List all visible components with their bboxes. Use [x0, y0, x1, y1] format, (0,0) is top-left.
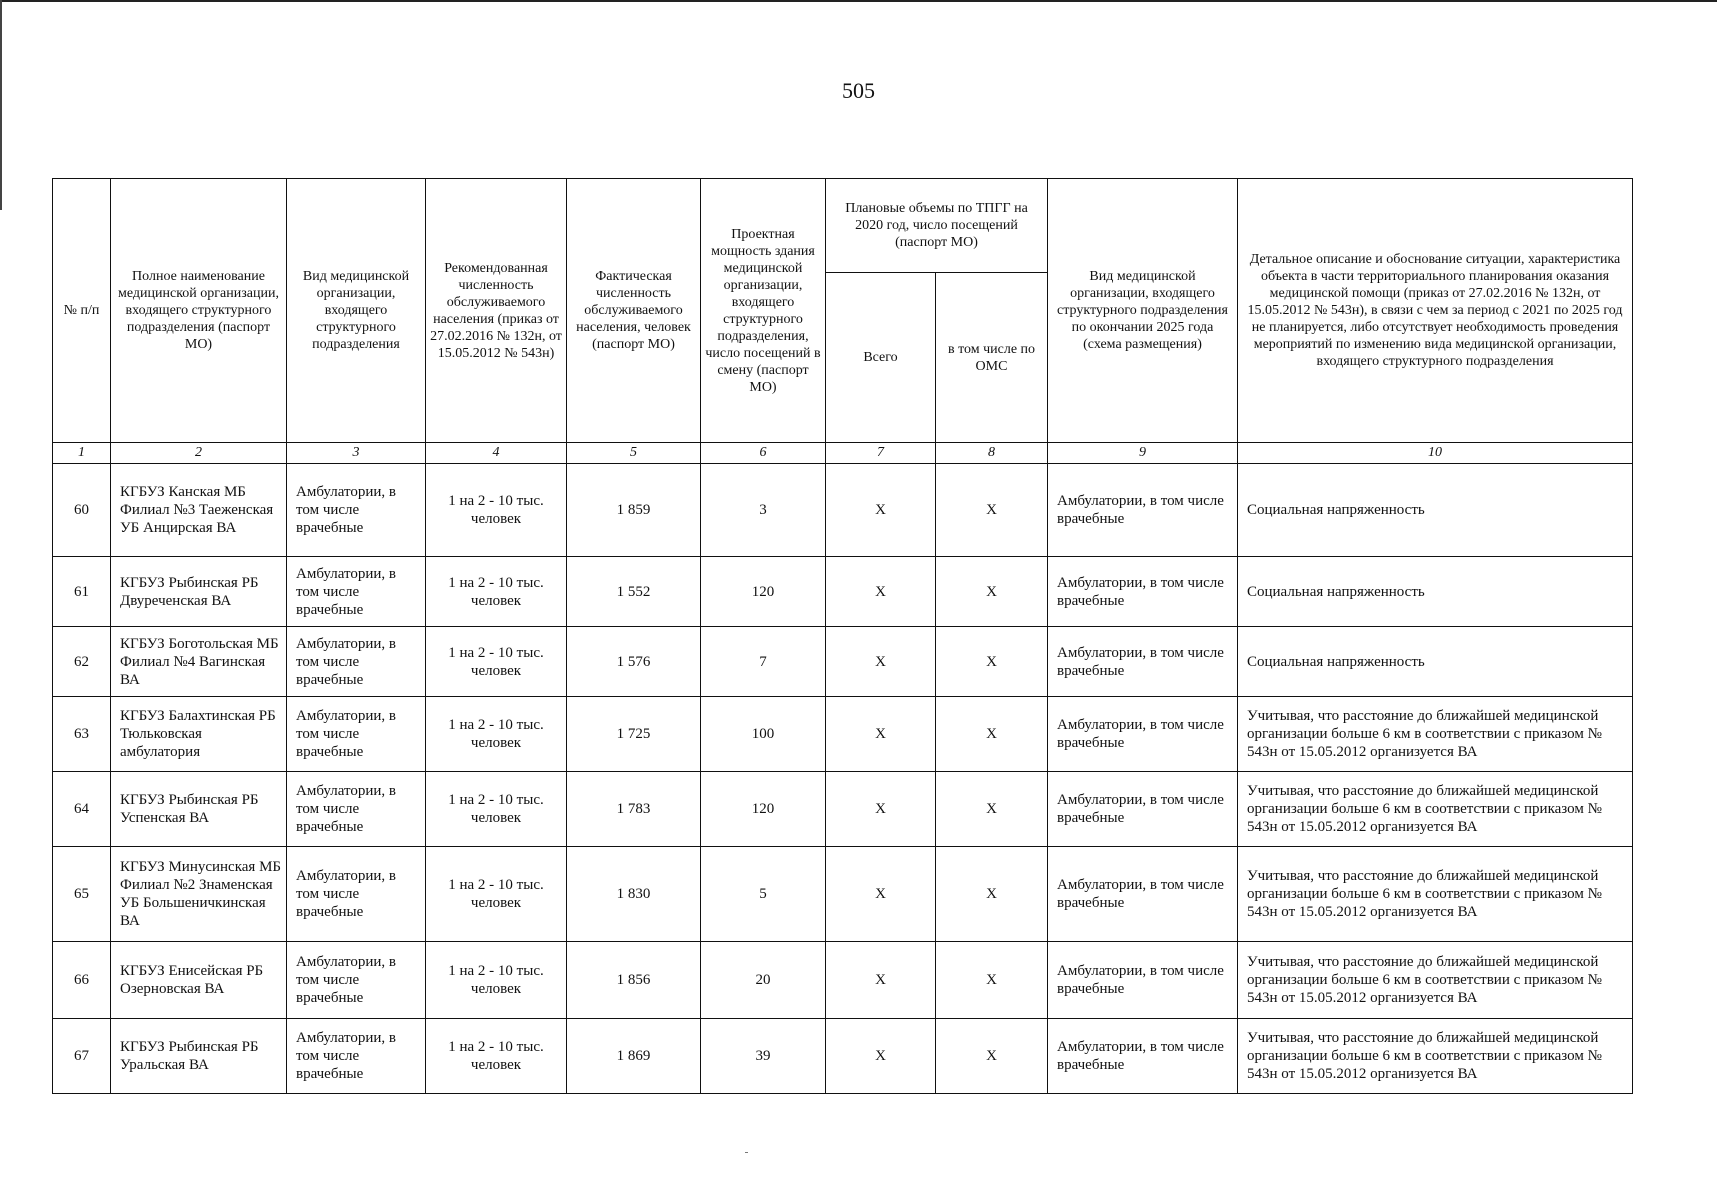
cell-design-capacity: 120: [701, 557, 826, 627]
scan-speck: [745, 1152, 748, 1153]
cell-actual-population: 1 783: [567, 772, 701, 847]
header-actual-population: Фактическая численность обслуживаемого населения, человек (паспорт МО): [567, 179, 701, 443]
cell-recommended-population: 1 на 2 - 10 тыс. человек: [426, 464, 567, 557]
column-number: 3: [287, 443, 426, 464]
cell-description: Учитывая, что расстояние до ближайшей медицинской организации больше 6 км в соответствии с приказом № 543н от 15.05.2012 организуется ВА: [1238, 847, 1633, 942]
header-type-2025: Вид медицинской организации, входящего структурного подразделения по окончании 2025 года (схема размещения): [1048, 179, 1238, 443]
cell-actual-population: 1 552: [567, 557, 701, 627]
cell-description: Социальная напряженность: [1238, 627, 1633, 697]
cell-design-capacity: 3: [701, 464, 826, 557]
column-number: 5: [567, 443, 701, 464]
cell-volumes-oms: X: [936, 627, 1048, 697]
cell-type-2025: Амбулатории, в том числе врачебные: [1048, 1019, 1238, 1094]
cell-recommended-population: 1 на 2 - 10 тыс. человек: [426, 847, 567, 942]
cell-description: Учитывая, что расстояние до ближайшей медицинской организации больше 6 км в соответствии с приказом № 543н от 15.05.2012 организуется ВА: [1238, 697, 1633, 772]
table-row: [53, 772, 1633, 847]
header-row-number: № п/п: [53, 179, 111, 443]
column-number: 4: [426, 443, 567, 464]
cell-volumes-oms: X: [936, 772, 1048, 847]
cell-recommended-population: 1 на 2 - 10 тыс. человек: [426, 697, 567, 772]
table-row: [53, 697, 1633, 772]
cell-type-2025: Амбулатории, в том числе врачебные: [1048, 627, 1238, 697]
cell-recommended-population: 1 на 2 - 10 тыс. человек: [426, 627, 567, 697]
cell-organization-type: Амбулатории, в том числе врачебные: [287, 464, 426, 557]
column-number: 8: [936, 443, 1048, 464]
cell-volumes-total: X: [826, 627, 936, 697]
cell-volumes-total: X: [826, 697, 936, 772]
cell-description: Учитывая, что расстояние до ближайшей медицинской организации больше 6 км в соответствии с приказом № 543н от 15.05.2012 организуется ВА: [1238, 772, 1633, 847]
cell-volumes-oms: X: [936, 942, 1048, 1019]
header-design-capacity: Проектная мощность здания медицинской организации, входящего структурного подразделения, число посещений в смену (паспорт МО): [701, 179, 826, 443]
cell-actual-population: 1 856: [567, 942, 701, 1019]
cell-number: 65: [53, 847, 111, 942]
cell-actual-population: 1 725: [567, 697, 701, 772]
cell-design-capacity: 20: [701, 942, 826, 1019]
cell-actual-population: 1 576: [567, 627, 701, 697]
table-header: [53, 179, 1633, 464]
cell-description: Учитывая, что расстояние до ближайшей медицинской организации больше 6 км в соответствии с приказом № 543н от 15.05.2012 организуется ВА: [1238, 1019, 1633, 1094]
cell-volumes-oms: X: [936, 697, 1048, 772]
cell-number: 66: [53, 942, 111, 1019]
cell-type-2025: Амбулатории, в том числе врачебные: [1048, 772, 1238, 847]
cell-design-capacity: 100: [701, 697, 826, 772]
cell-number: 62: [53, 627, 111, 697]
column-number: 2: [111, 443, 287, 464]
cell-number: 61: [53, 557, 111, 627]
cell-organization-type: Амбулатории, в том числе врачебные: [287, 627, 426, 697]
cell-volumes-total: X: [826, 1019, 936, 1094]
cell-organization-type: Амбулатории, в том числе врачебные: [287, 772, 426, 847]
cell-description: Учитывая, что расстояние до ближайшей медицинской организации больше 6 км в соответствии с приказом № 543н от 15.05.2012 организуется ВА: [1238, 942, 1633, 1019]
cell-organization-name: КГБУЗ Балахтинская РБ Тюльковская амбулатория: [111, 697, 287, 772]
cell-description: Социальная напряженность: [1238, 464, 1633, 557]
medical-organizations-table: [52, 178, 1633, 1094]
cell-organization-name: КГБУЗ Канская МБ Филиал №3 Таеженская УБ Анцирская ВА: [111, 464, 287, 557]
cell-organization-name: КГБУЗ Минусинская МБ Филиал №2 Знаменская УБ Большеничкинская ВА: [111, 847, 287, 942]
cell-type-2025: Амбулатории, в том числе врачебные: [1048, 557, 1238, 627]
cell-actual-population: 1 859: [567, 464, 701, 557]
cell-recommended-population: 1 на 2 - 10 тыс. человек: [426, 942, 567, 1019]
cell-organization-name: КГБУЗ Боготольская МБ Филиал №4 Вагинская ВА: [111, 627, 287, 697]
cell-volumes-total: X: [826, 464, 936, 557]
column-number: 7: [826, 443, 936, 464]
table-body: [53, 464, 1633, 1094]
cell-organization-type: Амбулатории, в том числе врачебные: [287, 557, 426, 627]
cell-description: Социальная напряженность: [1238, 557, 1633, 627]
table-row: [53, 1019, 1633, 1094]
header-organization-type: Вид медицинской организации, входящего структурного подразделения: [287, 179, 426, 443]
header-volumes-oms: в том числе по ОМС: [936, 273, 1048, 443]
cell-organization-type: Амбулатории, в том числе врачебные: [287, 942, 426, 1019]
cell-recommended-population: 1 на 2 - 10 тыс. человек: [426, 1019, 567, 1094]
table-row: [53, 464, 1633, 557]
column-number: 9: [1048, 443, 1238, 464]
header-organization-name: Полное наименование медицинской организации, входящего структурного подразделения (паспорт МО): [111, 179, 287, 443]
cell-organization-type: Амбулатории, в том числе врачебные: [287, 847, 426, 942]
cell-type-2025: Амбулатории, в том числе врачебные: [1048, 697, 1238, 772]
cell-number: 67: [53, 1019, 111, 1094]
cell-organization-name: КГБУЗ Рыбинская РБ Уральская ВА: [111, 1019, 287, 1094]
cell-organization-name: КГБУЗ Енисейская РБ Озерновская ВА: [111, 942, 287, 1019]
cell-volumes-oms: X: [936, 464, 1048, 557]
cell-volumes-total: X: [826, 772, 936, 847]
column-number: 1: [53, 443, 111, 464]
table-row: [53, 942, 1633, 1019]
column-number: 6: [701, 443, 826, 464]
table-row: [53, 557, 1633, 627]
cell-number: 63: [53, 697, 111, 772]
cell-type-2025: Амбулатории, в том числе врачебные: [1048, 464, 1238, 557]
page-number: 505: [842, 78, 875, 103]
cell-actual-population: 1 869: [567, 1019, 701, 1094]
cell-recommended-population: 1 на 2 - 10 тыс. человек: [426, 557, 567, 627]
cell-organization-name: КГБУЗ Рыбинская РБ Успенская ВА: [111, 772, 287, 847]
scan-edge-top: [0, 0, 1717, 2]
header-volumes-total: Всего: [826, 273, 936, 443]
column-number: 10: [1238, 443, 1633, 464]
cell-design-capacity: 120: [701, 772, 826, 847]
cell-number: 60: [53, 464, 111, 557]
cell-type-2025: Амбулатории, в том числе врачебные: [1048, 942, 1238, 1019]
header-planned-volumes: Плановые объемы по ТПГГ на 2020 год, число посещений (паспорт МО): [826, 179, 1048, 273]
cell-actual-population: 1 830: [567, 847, 701, 942]
header-recommended-population: Рекомендованная численность обслуживаемого населения (приказ от 27.02.2016 № 132н, от 15.05.2012 № 543н): [426, 179, 567, 443]
cell-design-capacity: 5: [701, 847, 826, 942]
table-row: [53, 847, 1633, 942]
cell-organization-type: Амбулатории, в том числе врачебные: [287, 697, 426, 772]
cell-organization-type: Амбулатории, в том числе врачебные: [287, 1019, 426, 1094]
cell-type-2025: Амбулатории, в том числе врачебные: [1048, 847, 1238, 942]
cell-design-capacity: 7: [701, 627, 826, 697]
header-description: Детальное описание и обоснование ситуации, характеристика объекта в части территориального планирования оказания медицинской помощи (приказ от 27.02.2016 № 132н, от 15.05.2012 № 543н), в связи с чем за период с 2021 по 2025 год не планируется, либо отсутствует необходимость проведения мероприятий по изменению вида медицинской организации, входящего структурного подразделения: [1238, 179, 1633, 443]
cell-recommended-population: 1 на 2 - 10 тыс. человек: [426, 772, 567, 847]
cell-volumes-total: X: [826, 942, 936, 1019]
cell-volumes-oms: X: [936, 557, 1048, 627]
table-row: [53, 627, 1633, 697]
cell-volumes-total: X: [826, 847, 936, 942]
column-number-row: [53, 443, 1633, 464]
cell-volumes-oms: X: [936, 847, 1048, 942]
scan-edge-left: [0, 0, 2, 210]
cell-volumes-total: X: [826, 557, 936, 627]
cell-number: 64: [53, 772, 111, 847]
cell-volumes-oms: X: [936, 1019, 1048, 1094]
cell-design-capacity: 39: [701, 1019, 826, 1094]
cell-organization-name: КГБУЗ Рыбинская РБ Двуреченская ВА: [111, 557, 287, 627]
